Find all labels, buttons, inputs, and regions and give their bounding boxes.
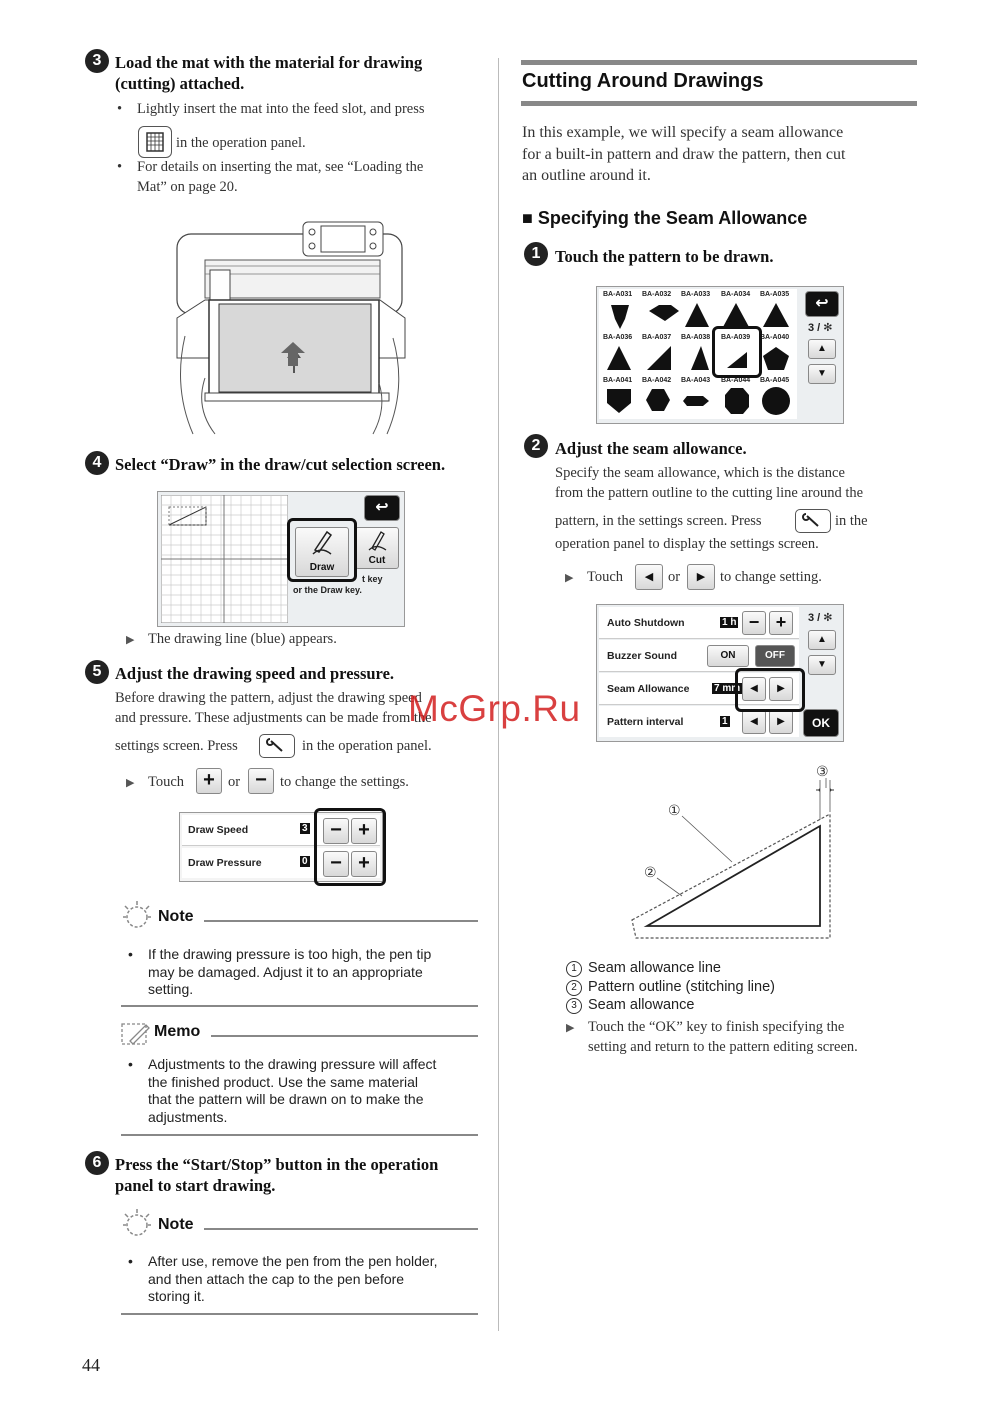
plus-icon: +: [196, 768, 222, 794]
right-step-2-title: Adjust the seam allowance.: [555, 439, 747, 458]
pattern-label: BA-A032: [642, 291, 672, 298]
section-bottom-bar: [521, 101, 917, 106]
pattern-label: BA-A042: [642, 377, 672, 384]
note-2-heading: Note: [158, 1216, 194, 1233]
draw-pressure-value: 0: [302, 856, 308, 867]
right-arrow-icon: ▶: [687, 564, 715, 590]
pattern-shape-hexagon[interactable]: [646, 389, 670, 411]
note-2-top-rule: [204, 1228, 478, 1230]
scroll-down-button[interactable]: ▼: [808, 364, 836, 384]
step-5-number: 5: [85, 660, 109, 684]
watermark: McGrp.Ru: [408, 688, 581, 729]
settings-wrench-icon: [259, 734, 295, 758]
pattern-interval-left-button[interactable]: ◀: [742, 710, 766, 734]
draw-speed-plus-button[interactable]: +: [351, 818, 377, 844]
draw-pressure-label: Draw Pressure: [188, 857, 262, 869]
legend-item-1: 1 Seam allowance line: [566, 960, 721, 977]
note-1-text: • If the drawing pressure is too high, the pen tip may be damaged. Adjust it to an appropriate setting.: [148, 946, 431, 999]
step-5-tail: to change the settings.: [280, 774, 409, 790]
buzzer-off-button[interactable]: OFF: [755, 645, 795, 667]
pattern-shape-triangle[interactable]: [607, 346, 631, 370]
callout-1: ①: [668, 802, 681, 818]
step-5-paragraph: Before drawing the pattern, adjust the drawing speed and pressure. These adjustments can be made from the: [115, 690, 432, 726]
draw-pressure-plus-button[interactable]: +: [351, 851, 377, 877]
auto-shutdown-label: Auto Shutdown: [607, 617, 685, 629]
legend-item-3: 3 Seam allowance: [566, 997, 694, 1014]
pattern-shape-elongated-hexagon[interactable]: [683, 396, 709, 406]
memo-text: • Adjustments to the drawing pressure will affect the finished product. Use the same material that the pattern will be drawn on to make the adjustments.: [148, 1056, 436, 1126]
note-lightbulb-icon: [120, 1205, 154, 1241]
ok-button[interactable]: OK: [803, 709, 839, 737]
mat-load-button-icon: [138, 126, 172, 158]
draw-cut-screen: [157, 491, 405, 627]
pattern-label: BA-A045: [760, 377, 790, 384]
note-lightbulb-icon: [120, 897, 154, 933]
settings-screen: [596, 604, 844, 742]
final-instruction: ▶ Touch the “OK” key to finish specifying the setting and return to the pattern editing screen.: [588, 1018, 858, 1057]
right-step-2-tail: to change setting.: [720, 569, 822, 585]
pattern-label: BA-A037: [642, 334, 672, 341]
section-top-bar: [521, 60, 917, 65]
buzzer-on-button[interactable]: ON: [707, 645, 749, 667]
legend-item-2: 2 Pattern outline (stitching line): [566, 979, 775, 996]
pattern-shape-pentagon[interactable]: [763, 347, 789, 370]
step-4-result: ▶ The drawing line (blue) appears.: [148, 630, 337, 650]
right-step-2-p4: operation panel to display the settings screen.: [555, 536, 819, 552]
step-5-p3b: in the operation panel.: [302, 738, 432, 754]
pattern-highlight: [712, 326, 762, 378]
hint-line1: t key: [362, 574, 383, 584]
right-step-2-touch: ▶ Touch: [587, 568, 623, 588]
pattern-label: BA-A041: [603, 377, 633, 384]
note-2-bottom-rule: [121, 1313, 478, 1315]
settings-wrench-icon: [795, 509, 831, 533]
minus-icon: −: [248, 768, 274, 794]
back-button[interactable]: ↩: [805, 291, 839, 317]
pattern-label: BA-A035: [760, 291, 790, 298]
cutting-machine-illustration: [165, 218, 415, 436]
right-step-1-title: Touch the pattern to be drawn.: [555, 247, 774, 266]
pattern-label: BA-A036: [603, 334, 633, 341]
pattern-label: BA-A031: [603, 291, 633, 298]
auto-shutdown-value: 1 h: [722, 617, 737, 628]
right-step-1-number: 1: [524, 242, 548, 266]
right-step-2-p3b: in the: [835, 513, 868, 529]
step-6-number: 6: [85, 1151, 109, 1175]
step-4-number: 4: [85, 451, 109, 475]
seam-allowance-left-button[interactable]: ◀: [742, 677, 766, 701]
pattern-label: BA-A044: [721, 377, 751, 384]
pattern-shape-house[interactable]: [607, 389, 631, 413]
auto-shutdown-minus-button[interactable]: −: [742, 611, 766, 635]
subsection-title: ■ Specifying the Seam Allowance: [522, 208, 808, 228]
memo-top-rule: [211, 1035, 478, 1037]
pattern-shape-diamond[interactable]: [649, 305, 679, 321]
right-step-2-or: or: [668, 569, 681, 585]
step-6-title: Press the “Start/Stop” button in the operation panel to start drawing.: [115, 1155, 439, 1195]
seam-allowance-value: 7 mm: [714, 683, 741, 694]
pattern-label: BA-A040: [760, 334, 790, 341]
pattern-label: BA-A043: [681, 377, 711, 384]
seam-allowance-label: Seam Allowance: [607, 683, 690, 695]
draw-speed-minus-button[interactable]: −: [323, 818, 349, 844]
pattern-label: BA-A034: [721, 291, 751, 298]
seam-allowance-line: [632, 814, 830, 938]
buzzer-sound-label: Buzzer Sound: [607, 650, 677, 662]
pattern-label: BA-A033: [681, 291, 711, 298]
pattern-shape-triangle[interactable]: [763, 303, 789, 327]
plus-minus-highlight: [314, 808, 386, 886]
step-3-bullet-2: • For details on inserting the mat, see “Loading the Mat” on page 20.: [137, 158, 423, 197]
callout-3: ③: [816, 763, 829, 779]
step-3-title-line2: (cutting) attached.: [115, 74, 245, 93]
pattern-shape-triangle[interactable]: [685, 303, 709, 327]
blade-icon: [364, 528, 390, 552]
step-3-bullet-1: • Lightly insert the mat into the feed slot, and press: [137, 100, 425, 120]
hint-line2: or the Draw key.: [293, 585, 362, 595]
note-2-text: • After use, remove the pen from the pen holder, and then attach the cap to the pen before storing it.: [148, 1253, 438, 1306]
step-3-bullet-1-cont: in the operation panel.: [176, 135, 306, 151]
scroll-up-button[interactable]: ▲: [808, 630, 836, 650]
memo-pencil-icon: [120, 1021, 152, 1047]
page-indicator: 3 / ✻: [808, 612, 833, 624]
pattern-interval-label: Pattern interval: [607, 716, 684, 728]
step-5-title: Adjust the drawing speed and pressure.: [115, 664, 395, 683]
seam-allowance-highlight: [735, 668, 805, 712]
scroll-down-button[interactable]: ▼: [808, 655, 836, 675]
pattern-shape-narrow-triangle[interactable]: [691, 346, 709, 370]
right-step-2-p3a: pattern, in the settings screen. Press: [555, 513, 762, 529]
memo-bottom-rule: [121, 1134, 478, 1136]
right-step-2-number: 2: [524, 434, 548, 458]
note-1-heading: Note: [158, 908, 194, 925]
step-3-title-line1: Load the mat with the material for drawing: [115, 53, 423, 72]
mat-grid-preview: [161, 495, 288, 623]
pattern-shape-kite[interactable]: [611, 305, 629, 329]
step-5-p3a: settings screen. Press: [115, 738, 238, 754]
scroll-up-button[interactable]: ▲: [808, 339, 836, 359]
note-1-bottom-rule: [121, 1005, 478, 1007]
callout-2: ②: [644, 864, 657, 880]
memo-heading: Memo: [154, 1023, 201, 1040]
pattern-outline: [647, 826, 820, 926]
step-3-number: 3: [85, 49, 109, 73]
note-1-top-rule: [204, 920, 478, 922]
section-intro: In this example, we will specify a seam allowance for a built-in pattern and draw the pattern, then cut an outline around it.: [522, 124, 846, 184]
draw-speed-value: 3: [302, 823, 308, 834]
page-indicator: 3 / ✻: [808, 322, 833, 334]
draw-highlight: [287, 518, 357, 582]
section-title: Cutting Around Drawings: [522, 70, 764, 92]
pattern-label: BA-A039: [721, 334, 751, 341]
pattern-shape-circle[interactable]: [762, 387, 790, 415]
step-5-touch: ▶ Touch: [148, 773, 184, 793]
pattern-shape-right-triangle[interactable]: [647, 346, 671, 370]
pattern-shape-triangle[interactable]: [723, 303, 749, 327]
pattern-shape-octagon[interactable]: [725, 388, 749, 414]
seam-allowance-right-button[interactable]: ▶: [769, 677, 793, 701]
back-button[interactable]: ↩: [364, 495, 400, 521]
seam-allowance-diagram: [620, 760, 840, 950]
pattern-interval-value: 1: [722, 716, 728, 727]
step-4-title: Select “Draw” in the draw/cut selection screen.: [115, 455, 446, 474]
right-step-2-paragraph: Specify the seam allowance, which is the distance from the pattern outline to the cutting line around the: [555, 465, 864, 501]
draw-speed-label: Draw Speed: [188, 824, 249, 836]
cut-button[interactable]: Cut: [355, 527, 399, 569]
page-number: 44: [82, 1355, 100, 1375]
pattern-label: BA-A038: [681, 334, 711, 341]
draw-pressure-minus-button[interactable]: −: [323, 851, 349, 877]
auto-shutdown-plus-button[interactable]: +: [769, 611, 793, 635]
pattern-shapes: [599, 289, 797, 419]
step-5-or: or: [228, 774, 241, 790]
left-arrow-icon: ◀: [635, 564, 663, 590]
draw-button[interactable]: Draw: [295, 527, 349, 577]
pattern-interval-right-button[interactable]: ▶: [769, 710, 793, 734]
step-3-title: [115, 52, 422, 94]
